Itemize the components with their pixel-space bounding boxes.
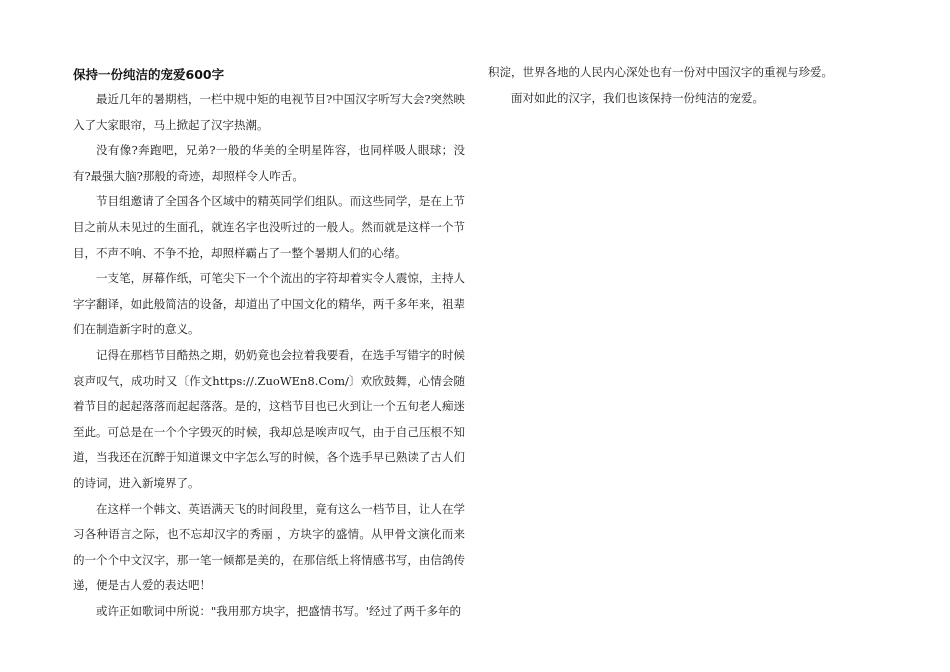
paragraph-5: 记得在那档节目酷热之期，奶奶竟也会拉着我要看，在选手写错字的时候哀声叹气，成功时又〔作文https://.ZuoWEn8.Com/〕欢欣鼓舞，心情会随着节目的起起落落而起起落落。是的，这档节目也已火到让一个五旬老人痴迷至此。可总是在一个个字毁灭的时候，我却总是唉声叹气，由于自己压根不知道，当我还在沉醉于知道课文中字怎么写的时候，各个选手早已熟读了古人们的诗词，进入新境界了。: [73, 347, 465, 490]
right-column: [488, 60, 880, 111]
paragraph-2: 没有像?奔跑吧，兄弟?一般的华美的全明星阵容，也同样吸人眼球；没有?最强大脑?那般的奇迹，却照样令人咋舌。: [73, 143, 465, 183]
paragraph-7: 或许正如歌词中所说："我用那方块字，把盛情书写。'经过了两千多年的: [96, 603, 461, 618]
paragraph-7-continued: 积淀，世界各地的人民内心深处也有一份对中国汉字的重视与珍爱。: [488, 65, 833, 79]
paragraph-6: 在这样一个韩文、英语满天飞的时间段里，竟有这么一档节目，让人在学习各种语言之际，也不忘却汉字的秀丽 ，方块字的盛情。从甲骨文演化而来的一个个中文汉字，那一笔一倾都是美的，在那信纸上将情感书写，由信鸽传递，便是古人爱的表达吧！: [73, 501, 465, 593]
paragraph-3: 节目组邀请了全国各个区域中的精英同学们组队。而这些同学，是在上节目之前从未见过的生面孔，就连名字也没听过的一般人。然而就是这样一个节目，不声不响、不争不抢，却照样霸占了一整个暑期人们的心绪。: [73, 194, 465, 260]
left-column: [73, 60, 465, 624]
paragraph-8: 面对如此的汉字，我们也该保持一份纯洁的宠爱。: [511, 90, 764, 105]
article-title: 保持一份纯洁的宠爱600字: [73, 67, 225, 82]
paragraph-4: 一支笔，屏幕作纸，可笔尖下一个个流出的字符却着实令人震惊，主持人字字翻译，如此般简洁的设备，却道出了中国文化的精华，两千多年来，祖辈们在制造新字时的意义。: [73, 271, 465, 337]
paragraph-1: 最近几年的暑期档，一栏中规中矩的电视节目?中国汉字听写大会?突然映入了大家眼帘，马上掀起了汉字热潮。: [73, 92, 465, 132]
